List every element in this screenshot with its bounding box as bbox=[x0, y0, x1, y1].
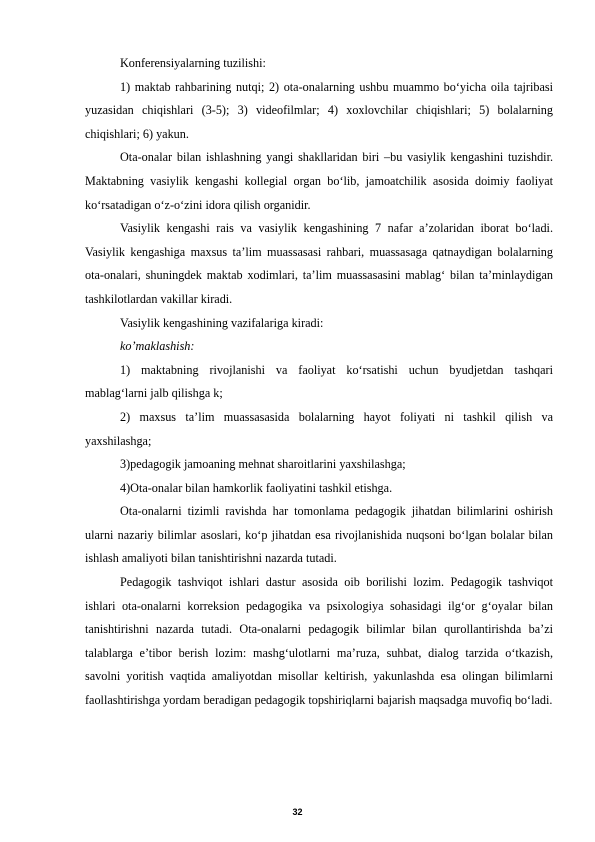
guardianship-council-paragraph: Ota-onalar bilan ishlashning yangi shakllaridan biri –bu vasiylik kengashini tuzishdir. Maktabning vasiylik kengashi kollegial organ bo‘lib, jamoatchilik asosida doimiy faoliyat ko‘rsatadigan o‘z-o‘zini idora qilish organidir. bbox=[85, 150, 553, 212]
council-tasks-heading: Vasiylik kengashining vazifalariga kiradi: bbox=[120, 315, 324, 330]
conference-structure-paragraph: 1) maktab rahbarining nutqi; 2) ota-onalarning ushbu muammo bo‘yicha oila tajribasi yuzasidan chiqishlari (3-5); 3) videofilmlar; 4) xoxlovchilar chiqishlari; 5) bolalarning chiqishlari; 6) yakun. bbox=[85, 79, 553, 141]
list-item: 1) maktabning rivojlanishi va faoliyat ko‘rsatishi uchun byudjetdan tashqari mablag‘larni jalb qilishga k; bbox=[85, 362, 553, 401]
list-item: 3)pedagogik jamoaning mehnat sharoitlarini yaxshilashga; bbox=[120, 457, 406, 472]
assistance-label: ko’maklashish: bbox=[120, 339, 195, 354]
list-item: 4)Ota-onalar bilan hamkorlik faoliyatini tashkil etishga. bbox=[120, 480, 393, 495]
pedagogical-promotion-paragraph: Pedagogik tashviqot ishlari dastur asosida oib borilishi lozim. Pedagogik tashviqot ishlari ota-onalarni korreksion pedagogika va psixologiya sohasidagi ilg‘or g‘oyalar bilan tanishtirishni nazarda tutadi. Ota-onalarni pedagogik bilimlar bilan qurollantirishda ba’zi talablarga e’tibor berish lozim: mashg‘ulotlarni ma’ruza, suhbat, dialog tarzida o‘tkazish, savolni yoritish vaqtida amaliyotdan misollar keltirish, yakunlashda esa olingan bilimlarni faollashtirishga yordam beradigan pedagogik topshiriqlarni bajarish maqsadga muvofiq bo‘ladi. bbox=[85, 575, 553, 708]
page-body bbox=[85, 52, 553, 713]
parent-education-paragraph: Ota-onalarni tizimli ravishda har tomonlama pedagogik jihatdan bilimlarini oshirish ularni nazariy bilimlar asoslari, ko‘p jihatdan esa rivojlanishida nuqsoni bo‘lgan bolalar bilan ishlash amaliyoti bilan tanishtirishni nazarda tutadi. bbox=[85, 504, 553, 566]
list-item: 2) maxsus ta’lim muassasasida bolalarning hayot foliyati ni tashkil qilish va yaxshilashga; bbox=[85, 409, 553, 448]
council-membership-paragraph: Vasiylik kengashi rais va vasiylik kengashining 7 nafar a’zolaridan iborat bo‘ladi. Vasiylik kengashiga maxsus ta’lim muassasasi rahbari, muassasaga qatnaydigan bolalarning ota-onalari, shuningdek maktab xodimlari, ta’lim muassasasini mablag‘ bilan ta’minlaydigan tashkilotlardan vakillar kiradi. bbox=[85, 221, 553, 306]
page-number: 32 bbox=[292, 807, 303, 817]
conference-structure-heading: Konferensiyalarning tuzilishi: bbox=[120, 56, 266, 70]
